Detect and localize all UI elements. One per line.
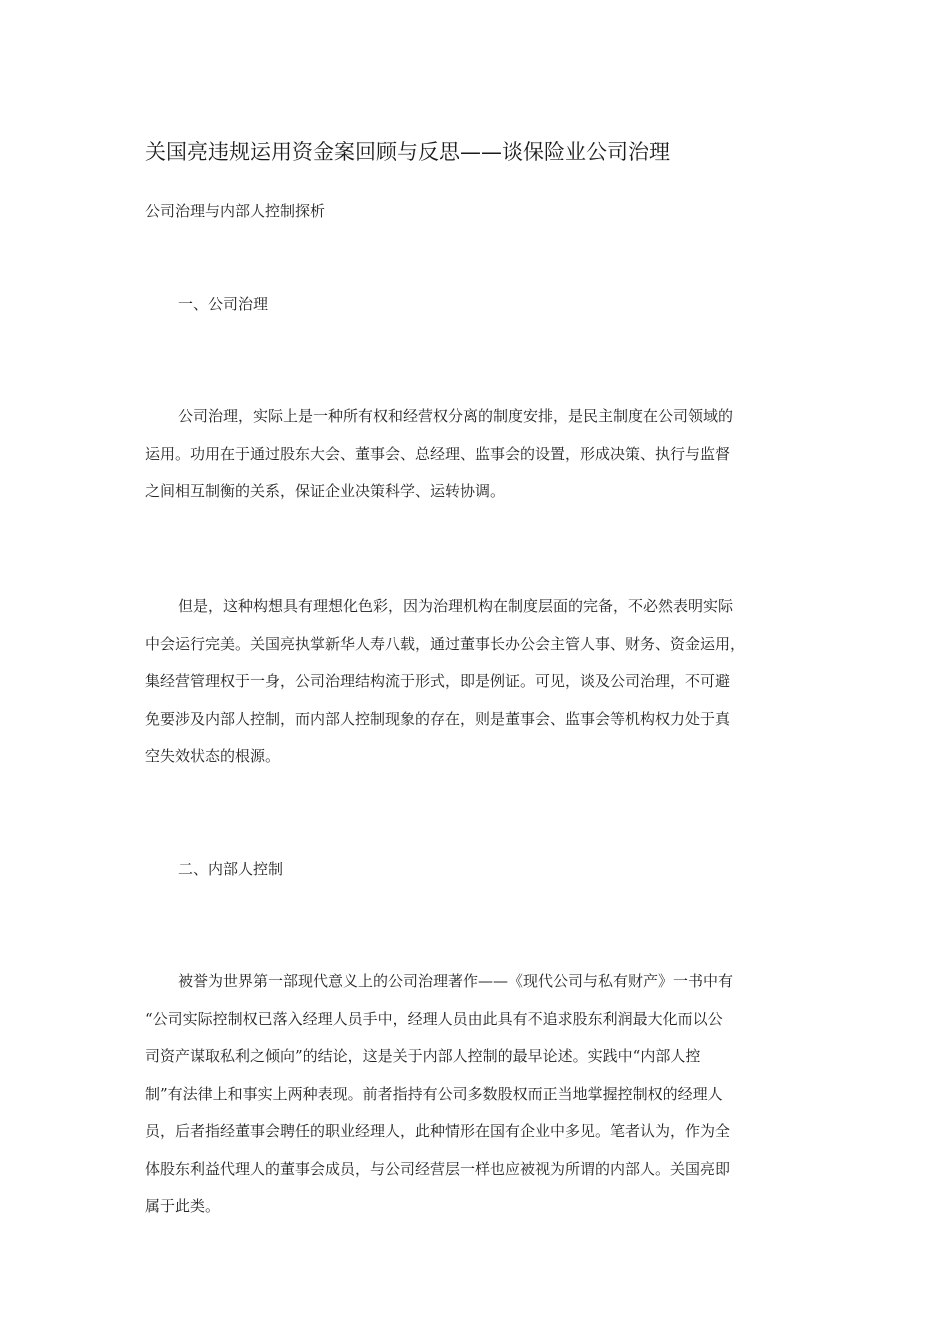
paragraph-line: 免要涉及内部人控制，而内部人控制现象的存在，则是董事会、监事会等机构权力处于真 (145, 709, 731, 728)
paragraph-line: 制”有法律上和事实上两种表现。前者指持有公司多数股权而正当地掌握控制权的经理人 (145, 1084, 723, 1103)
paragraph-line: 属于此类。 (145, 1197, 221, 1215)
paragraph-line: 司资产谋取私利之倾向”的结论，这是关于内部人控制的最早论述。实践中“内部人控 (145, 1047, 701, 1065)
paragraph-line: 中会运行完美。关国亮执掌新华人寿八载，通过董事长办公会主管人事、财务、资金运用， (145, 634, 746, 653)
paragraph-line: 被誉为世界第一部现代意义上的公司治理著作——《现代公司与私有财产》一书中有 (178, 972, 734, 990)
paragraph-line: 集经营管理权于一身，公司治理结构流于形式，即是例证。可见，谈及公司治理，不可避 (145, 672, 731, 690)
paragraph-line: 员，后者指经董事会聘任的职业经理人，此种情形在国有企业中多见。笔者认为，作为全 (145, 1122, 731, 1140)
section-heading-insider-control: 二、内部人控制 (178, 860, 284, 878)
paragraph-line: 空失效状态的根源。 (145, 747, 281, 765)
document-title: 关国亮违规运用资金案回顾与反思——谈保险业公司治理 (145, 140, 670, 164)
document-subtitle: 公司治理与内部人控制探析 (145, 202, 326, 220)
paragraph-governance-idealization (145, 588, 805, 776)
paragraph-line: 之间相互制衡的关系，保证企业决策科学、运转协调。 (145, 482, 506, 500)
paragraph-line: 但是，这种构想具有理想化色彩，因为治理机构在制度层面的完备，不必然表明实际 (178, 597, 734, 615)
section-heading-corporate-governance: 一、公司治理 (178, 295, 269, 313)
paragraph-line: 运用。功用在于通过股东大会、董事会、总经理、监事会的设置，形成决策、执行与监督 (145, 444, 731, 463)
paragraph-line: 体股东利益代理人的董事会成员，与公司经营层一样也应被视为所谓的内部人。关国亮即 (145, 1159, 731, 1178)
paragraph-line: “公司实际控制权已落入经理人员手中，经理人员由此具有不追求股东利润最大化而以公 (145, 1009, 723, 1028)
paragraph-line: 公司治理，实际上是一种所有权和经营权分离的制度安排，是民主制度在公司领域的 (178, 407, 734, 425)
paragraph-insider-control (145, 963, 805, 1226)
paragraph-corporate-governance-definition (145, 398, 805, 511)
